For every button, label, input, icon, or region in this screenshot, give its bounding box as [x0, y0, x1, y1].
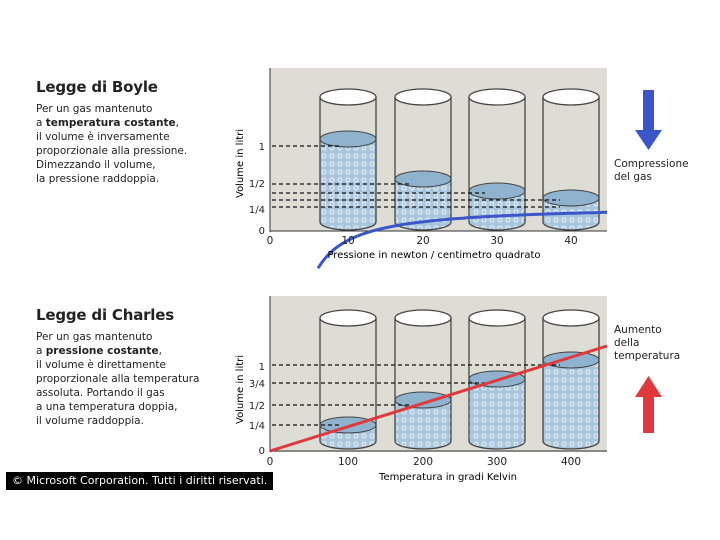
copyright-notice: © Microsoft Corporation. Tutti i diritti riservati. — [6, 472, 273, 490]
compression-note-line: del gas — [614, 171, 652, 183]
charles-x-tick: 100 — [337, 456, 359, 468]
gas-surface — [320, 131, 376, 147]
cylinder-rim — [543, 89, 599, 105]
gas-surface — [469, 183, 525, 199]
charles-x-ticks — [267, 456, 581, 468]
boyle-line: la pressione raddoppia. — [36, 173, 160, 185]
cylinder-rim — [469, 310, 525, 326]
boyle-x-tick: 30 — [490, 235, 504, 247]
charles-line: a una temperatura doppia, — [36, 401, 178, 413]
charles-y-tick: 1 — [258, 362, 265, 373]
cylinder-rim — [395, 310, 451, 326]
boyle-x-tick: 20 — [416, 235, 430, 247]
charles-condition-suffix: , — [158, 345, 162, 357]
charles-line: proporzionale alla temperatura — [36, 373, 200, 385]
boyle-y-tick: 1 — [258, 142, 265, 153]
gas-fill — [469, 379, 525, 449]
charles-x-tick: 0 — [266, 456, 274, 468]
compression-arrow-icon — [635, 90, 662, 150]
cylinder-rim — [469, 89, 525, 105]
charles-panel — [235, 296, 607, 483]
boyle-condition-prefix: a — [36, 117, 46, 129]
charles-line: il volume raddoppia. — [36, 415, 144, 427]
charles-y-tick: 3/4 — [248, 379, 265, 390]
compression-note-line: Compressione — [614, 158, 689, 170]
gas-fill — [543, 360, 599, 449]
boyle-intro: Per un gas mantenuto — [36, 103, 153, 115]
charles-y-tick: 1/2 — [248, 401, 265, 412]
heating-note-line: della — [614, 337, 640, 349]
charles-y-tick: 0 — [258, 446, 265, 457]
boyle-line: Dimezzando il volume, — [36, 159, 156, 171]
cylinder-rim — [543, 310, 599, 326]
charles-xlabel: Temperatura in gradi Kelvin — [379, 472, 517, 483]
charles-line: assoluta. Portando il gas — [36, 387, 165, 399]
boyle-x-ticks — [267, 235, 578, 247]
cylinder-rim — [320, 310, 376, 326]
boyle-condition: temperatura costante — [45, 117, 176, 129]
charles-line: il volume è direttamente — [36, 359, 166, 371]
boyle-y-ticks — [249, 142, 265, 237]
boyle-ylabel: Volume in litri — [235, 128, 246, 198]
boyle-y-tick: 0 — [258, 226, 265, 237]
charles-ylabel: Volume in litri — [235, 354, 246, 424]
charles-y-tick: 1/4 — [248, 421, 265, 432]
charles-x-tick: 300 — [486, 456, 508, 468]
boyle-x-tick: 0 — [266, 235, 274, 247]
boyle-panel — [235, 68, 607, 268]
heating-arrow-icon — [635, 376, 662, 433]
boyle-x-tick: 40 — [564, 235, 578, 247]
boyle-condition-suffix: , — [175, 117, 179, 129]
boyle-x-tick: 10 — [341, 235, 355, 247]
boyle-y-tick: 1/4 — [248, 205, 265, 216]
charles-y-ticks — [249, 362, 265, 457]
gas-surface — [543, 190, 599, 206]
boyle-line: proporzionale alla pressione. — [36, 145, 188, 157]
boyle-title: Legge di Boyle — [36, 78, 158, 96]
charles-intro: Per un gas mantenuto — [36, 331, 153, 343]
gas-surface — [395, 171, 451, 187]
gas-surface — [395, 392, 451, 408]
cylinder-rim — [320, 89, 376, 105]
boyle-line: il volume è inversamente — [36, 131, 170, 143]
charles-condition-prefix: a — [36, 345, 46, 357]
heating-note-line: Aumento — [614, 324, 662, 336]
gas-surface — [543, 352, 599, 368]
charles-condition: pressione costante — [45, 345, 159, 357]
boyle-xlabel: Pressione in newton / centimetro quadrato — [327, 250, 541, 261]
charles-title: Legge di Charles — [36, 306, 174, 324]
cylinder-rim — [395, 89, 451, 105]
charles-x-tick: 200 — [412, 456, 434, 468]
charles-x-tick: 400 — [560, 456, 582, 468]
heating-note-line: temperatura — [614, 350, 681, 362]
boyle-y-tick: 1/2 — [248, 179, 265, 190]
